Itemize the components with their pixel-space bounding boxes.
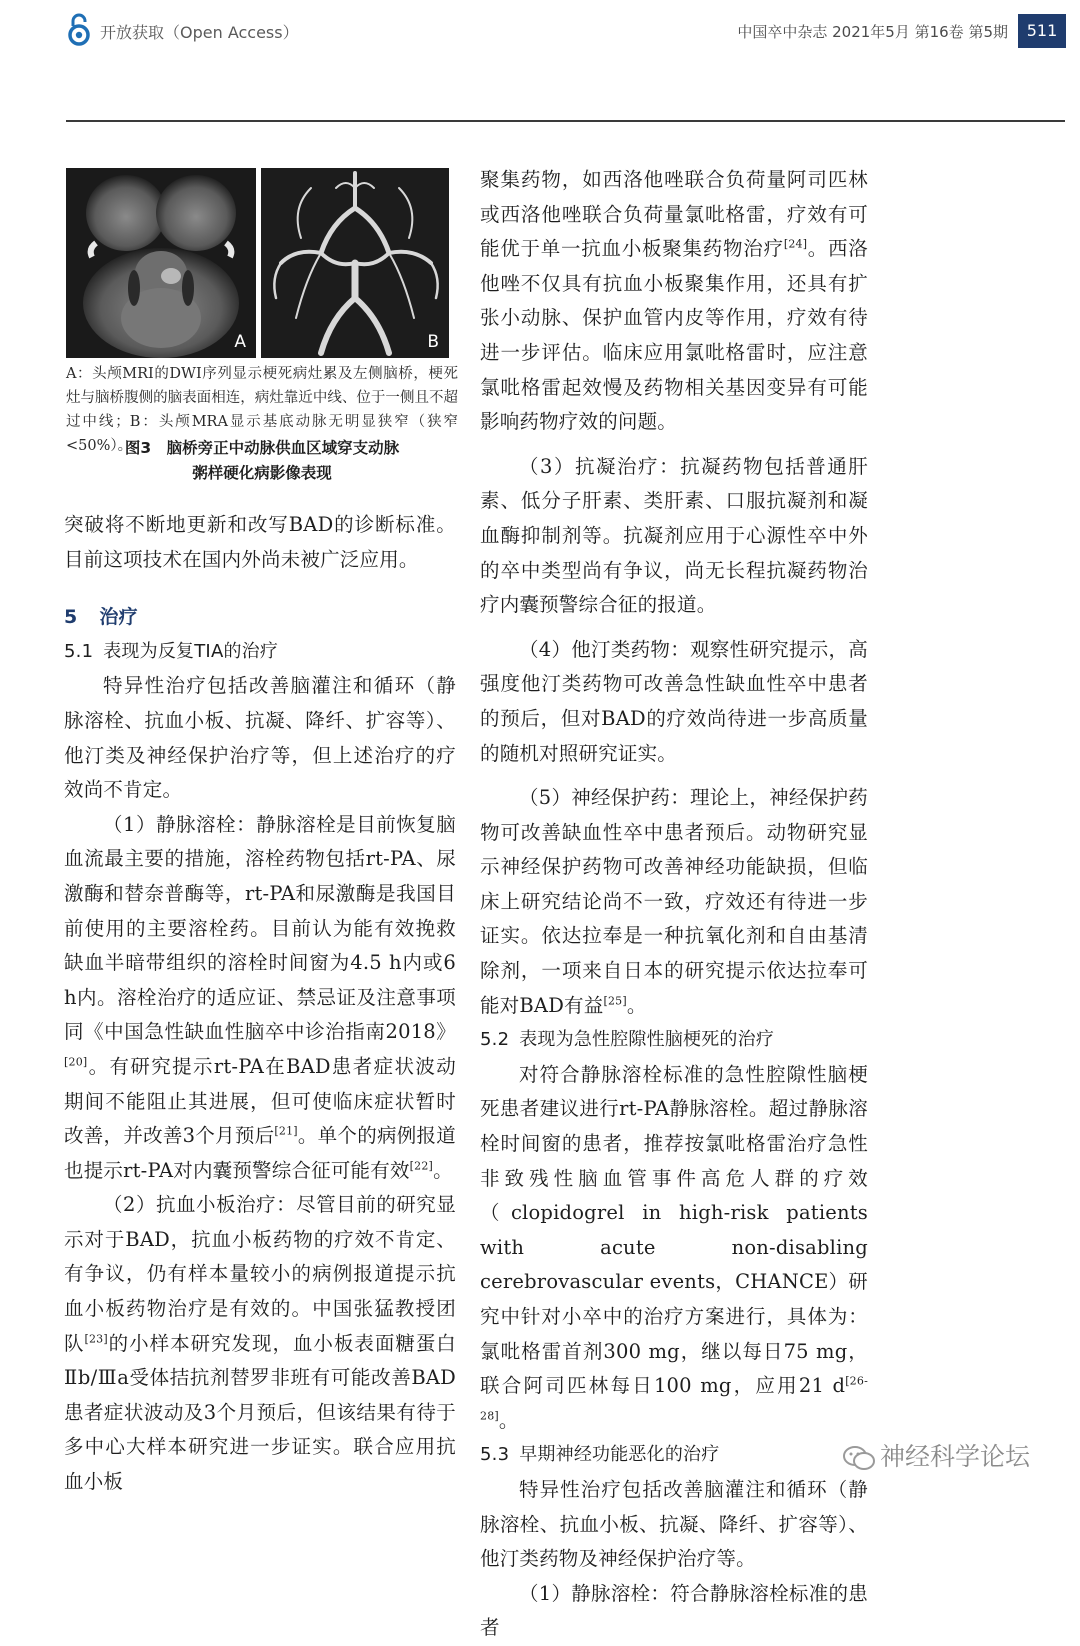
figure-title-line-2: 粥样硬化病影像表现 bbox=[192, 464, 332, 482]
subsection-title: 早期神经功能恶化的治疗 bbox=[519, 1444, 720, 1466]
text-run: （5）神经保护药：理论上，神经保护药物可改善缺血性卒中患者预后。动物研究显示神经保护药物可改善神经功能缺损，但临床上研究结论尚不一致，疗效还有待进一步证实。依达拉奉是一种抗氧化剂和自由基清除剂，一项来自日本的研究提示依达拉奉可能对BAD有益 bbox=[480, 786, 868, 1017]
subsection-heading-5-2 bbox=[480, 1023, 868, 1058]
paragraph: 特异性治疗包括改善脑灌注和循环（静脉溶栓、抗血小板、抗凝、降纤、扩容等）、他汀类药物及神经保护治疗等。 bbox=[480, 1477, 868, 1571]
figure-label-a: A bbox=[234, 332, 246, 352]
paragraph: 突破将不断地更新和改写BAD的诊断标准。目前这项技术在国内外尚未被广泛应用。 bbox=[64, 513, 456, 571]
open-access-label: 开放获取（Open Access） bbox=[100, 23, 299, 42]
subsection-number: 5.2 bbox=[480, 1029, 510, 1051]
figure-caption: A：头颅MRI的DWI序列显示梗死病灶累及左侧脑桥，梗死灶与脑桥腹侧的脑表面相连，病灶靠近中线、位于一侧且不超过中线；B：头颅MRA显示基底动脉无明显狭窄（狭窄<50%）。 bbox=[66, 366, 458, 454]
section-heading-5 bbox=[64, 600, 456, 635]
journal-citation: 中国卒中杂志 2021年5月 第16卷 第5期 bbox=[737, 23, 1008, 41]
text-run: 。 bbox=[498, 1408, 519, 1432]
paragraph bbox=[480, 1058, 868, 1439]
citation[interactable]: [23] bbox=[84, 1332, 108, 1346]
text-run: 。西洛他唑不仅具有抗血小板聚集作用，还具有扩张小动脉、保护血管内皮等作用，疗效有待进一步评估。临床应用氯吡格雷时，应注意氯吡格雷起效慢及药物相关基因变异有可能影响药物疗效的问题。 bbox=[480, 237, 868, 434]
subsection-title: 表现为反复TIA的治疗 bbox=[103, 640, 279, 662]
brain-mra-image bbox=[261, 168, 449, 358]
paragraph bbox=[480, 781, 868, 1023]
subsection-heading-5-1 bbox=[64, 635, 456, 670]
citation[interactable]: [26-28] bbox=[480, 1374, 868, 1423]
text-run: （1）静脉溶栓：静脉溶栓是目前恢复脑血流最主要的措施，溶栓药物包括rt-PA、尿激酶和替奈普酶等，rt-PA和尿激酶是我国目前使用的主要溶栓药。目前认为能有效挽救缺血半暗带组织的溶栓时间窗为4.5 h内或6 h内。溶栓治疗的适应证、禁忌证及注意事项同《中国急性缺血性脑卒中诊治指南2018》 bbox=[64, 812, 456, 1044]
paragraph bbox=[64, 1188, 456, 1499]
section-number: 5 bbox=[64, 606, 78, 629]
header-rule bbox=[66, 120, 1065, 122]
text-run: 聚集药物，如西洛他唑联合负荷量阿司匹林或西洛他唑联合负荷量氯吡格雷，疗效有可能优于单一抗血小板聚集药物治疗 bbox=[480, 168, 868, 261]
paragraph bbox=[480, 163, 868, 440]
open-access-icon bbox=[66, 12, 92, 46]
page-header bbox=[0, 0, 1080, 70]
figure-title bbox=[66, 436, 458, 486]
text-run: 。有研究提示rt-PA在BAD患者症状波动期间不能阻止其进展，但可使临床症状暂时改善，并改善3个月预后 bbox=[64, 1054, 456, 1148]
paragraph: （1）静脉溶栓：符合静脉溶栓标准的患者 bbox=[480, 1581, 868, 1640]
figure-title-line-1: 图3 脑桥旁正中动脉供血区域穿支动脉 bbox=[124, 439, 400, 457]
wechat-icon bbox=[842, 1444, 876, 1472]
text-run: 。单个的病例报道也提示rt-PA对内囊预警综合征可能有效 bbox=[64, 1124, 456, 1182]
paragraph: （4）他汀类药物：观察性研究提示，高强度他汀类药物可改善急性缺血性卒中患者的预后，但对BAD的疗效尚待进一步高质量的随机对照研究证实。 bbox=[480, 637, 868, 765]
subsection-title: 表现为急性腔隙性脑梗死的治疗 bbox=[519, 1029, 775, 1051]
text-run: （2）抗血小板治疗：尽管目前的研究显示对于BAD，抗血小板药物的疗效不肯定、有争议，仍有样本量较小的病例报道提示抗血小板药物治疗是有效的。中国张猛教授团队 bbox=[64, 1193, 456, 1355]
citation[interactable]: [22] bbox=[409, 1159, 434, 1173]
citation[interactable]: [21] bbox=[274, 1124, 298, 1138]
subsection-number: 5.3 bbox=[480, 1444, 510, 1466]
text-run: 。 bbox=[626, 993, 647, 1017]
figure-3b-mra bbox=[261, 168, 449, 358]
subsection-number: 5.1 bbox=[64, 640, 94, 662]
figure-3a-mri-dwi bbox=[66, 168, 256, 358]
section-title: 治疗 bbox=[99, 606, 138, 629]
text-run: 。 bbox=[433, 1158, 453, 1182]
citation[interactable]: [20] bbox=[64, 1055, 88, 1069]
figure-label-b: B bbox=[427, 332, 439, 352]
paragraph: 特异性治疗包括改善脑灌注和循环（静脉溶栓、抗血小板、抗凝、降纤、扩容等）、他汀类及神经保护治疗等，但上述治疗的疗效尚不肯定。 bbox=[64, 674, 456, 802]
text-run: 的小样本研究发现，血小板表面糖蛋白Ⅱb/Ⅲa受体拮抗剂替罗非班有可能改善BAD患者症状波动及3个月预后，但该结果有待于多中心大样本研究进一步证实。联合应用抗血小板 bbox=[64, 1331, 456, 1494]
wechat-watermark bbox=[842, 1437, 1030, 1473]
subsection-heading-5-3 bbox=[480, 1438, 868, 1473]
text-run: 对符合静脉溶栓标准的急性腔隙性脑梗死患者建议进行rt-PA静脉溶栓。超过静脉溶栓时间窗的患者，推荐按氯吡格雷治疗急性非致残性脑血管事件高危人群的疗效（clopidogrel in high-risk patients with acute non-disabling cerebrovascular events，CHANCE）研究中针对小卒中的治疗方案进行，具体为：氯吡格雷首剂300 mg，继以每日75 mg，联合阿司匹林每日100 mg，应用21 d bbox=[480, 1062, 868, 1398]
watermark-text: 神经科学论坛 bbox=[880, 1442, 1031, 1471]
right-column bbox=[480, 163, 868, 1646]
paragraph bbox=[64, 808, 456, 1189]
citation[interactable]: [24] bbox=[783, 237, 808, 251]
paragraph: （3）抗凝治疗：抗凝药物包括普通肝素、低分子肝素、类肝素、口服抗凝剂和凝血酶抑制剂等。抗凝剂应用于心源性卒中外的卒中类型尚有争议，尚无长程抗凝药物治疗内囊预警综合征的报道。 bbox=[480, 454, 868, 617]
citation[interactable]: [25] bbox=[603, 994, 627, 1008]
brain-mri-image bbox=[66, 168, 256, 358]
left-column bbox=[64, 508, 456, 1500]
page-number: 511 bbox=[1018, 14, 1066, 48]
